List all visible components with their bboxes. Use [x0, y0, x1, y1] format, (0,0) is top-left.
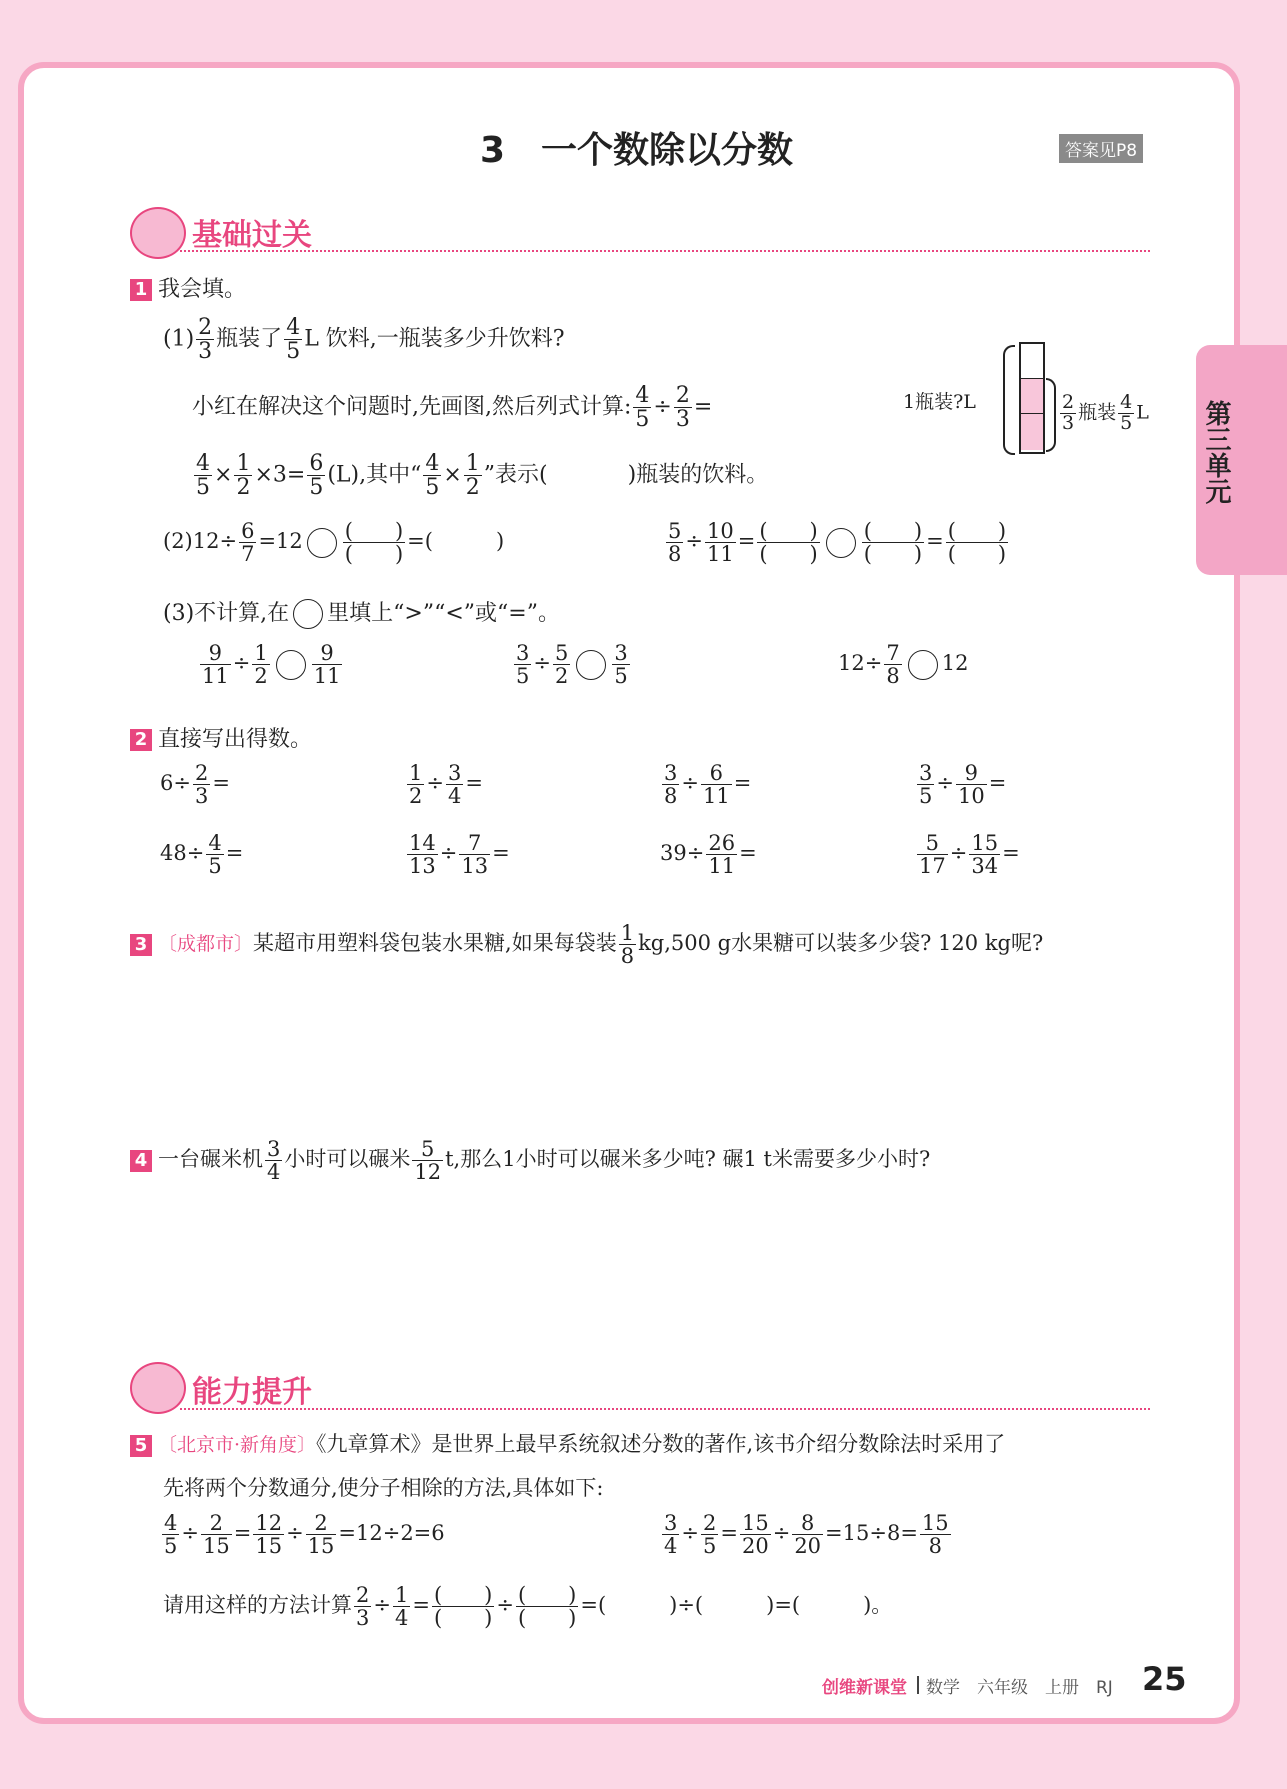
fraction-part: 2	[409, 784, 423, 809]
fraction-part: 5	[635, 407, 650, 433]
section-mascot-icon	[130, 1362, 186, 1414]
fraction-part: 8	[928, 1534, 942, 1559]
fraction-part: 3	[267, 1137, 281, 1161]
fraction-part: 20	[794, 1534, 822, 1559]
question-number: 1	[130, 279, 152, 301]
fraction	[917, 762, 934, 807]
text-segment: 瓶装了	[216, 326, 283, 352]
fraction-part: 7	[886, 641, 900, 665]
fraction-part: 4	[447, 784, 462, 809]
text-segment: =	[926, 529, 944, 554]
blank-fraction[interactable]	[757, 520, 819, 565]
fraction-part: ( )	[433, 1583, 493, 1607]
fraction-part: 11	[708, 854, 736, 879]
question-1-heading	[130, 272, 246, 303]
text-segment: 小时可以碾米	[284, 1147, 411, 1172]
fraction-part: 15	[971, 831, 999, 855]
q5-task	[163, 1584, 892, 1629]
fraction-part: 5	[164, 1534, 178, 1559]
fraction	[884, 642, 901, 687]
fraction-part: 15	[741, 1511, 769, 1535]
section-title-advanced: 能力提升	[192, 1375, 312, 1410]
fraction	[307, 452, 325, 499]
fraction-part: 5	[309, 475, 324, 501]
fraction-part: 2	[198, 315, 213, 340]
fraction-part: 2	[194, 761, 209, 785]
text-segment: L 饮料,一瓶装多少升饮料?	[304, 326, 565, 352]
text-segment: ÷	[681, 771, 699, 796]
text-segment: 12	[941, 651, 969, 676]
fraction	[792, 1512, 823, 1557]
section-title-basic: 基础过关	[192, 218, 312, 253]
fraction-part: 3	[194, 784, 209, 809]
q1-part1-line2	[192, 384, 712, 431]
fraction-part: 2	[1062, 391, 1075, 413]
fraction	[194, 452, 212, 499]
q2-item[interactable]	[160, 762, 230, 807]
fraction-part: 5	[1120, 411, 1133, 434]
fraction	[514, 642, 531, 687]
text-segment: =( )	[407, 529, 505, 554]
compare-item-2	[512, 642, 632, 687]
fraction-part: ( )	[947, 519, 1007, 543]
fraction-part: 8	[792, 1512, 823, 1535]
fraction	[969, 832, 1000, 877]
compare-circle[interactable]	[276, 650, 306, 680]
fraction-part: 3	[664, 761, 678, 785]
compare-circle[interactable]	[307, 528, 337, 558]
question-text: 我会填。	[158, 277, 247, 302]
text-segment: (1)	[163, 326, 195, 352]
fraction-part: 3	[356, 1606, 370, 1631]
fraction	[412, 1138, 443, 1183]
fraction-part: 6	[309, 451, 324, 476]
fraction-part: 4	[425, 451, 440, 476]
text-segment: 瓶装	[1078, 401, 1117, 424]
text-segment: 48÷	[160, 841, 205, 866]
compare-item-3	[838, 642, 968, 687]
fraction-part: ( )	[947, 542, 1007, 567]
fraction	[206, 832, 223, 877]
fraction-part: ( )	[433, 1606, 493, 1631]
text-segment: =12	[258, 529, 303, 554]
text-segment: (3)不计算,在	[163, 601, 290, 626]
fraction	[253, 1512, 284, 1557]
fraction	[459, 832, 490, 877]
unit-side-tab-label: 第三单元	[1201, 400, 1231, 504]
fraction	[917, 832, 948, 877]
fraction-part: 8	[620, 944, 635, 969]
fraction-part: 2	[675, 383, 690, 408]
text-segment: =	[737, 529, 756, 554]
footer-info: 数学 六年级 上册 RJ	[926, 1678, 1113, 1698]
fraction-part: 1	[465, 451, 480, 476]
fraction-part: 1	[236, 451, 251, 476]
fraction	[265, 1138, 282, 1183]
fraction-part: 15	[921, 1511, 949, 1535]
q2-item[interactable]	[660, 762, 751, 807]
region-tag: 〔北京市·新角度〕	[158, 1434, 317, 1456]
fraction-part: 9	[200, 642, 231, 665]
text-segment: =	[233, 1521, 252, 1546]
bottle-diagram	[1019, 342, 1045, 454]
q1-part2-right	[664, 520, 1010, 565]
fraction-part: 4	[196, 451, 210, 476]
fraction-part: 2	[465, 475, 480, 501]
fraction-part: 2	[356, 1583, 370, 1607]
fraction	[252, 642, 269, 687]
fraction	[196, 316, 214, 363]
fraction-part: ( )	[517, 1606, 577, 1631]
text-segment: ×3=	[254, 462, 306, 488]
compare-item-1	[198, 642, 344, 687]
figure-right-label	[1058, 393, 1149, 434]
fraction-part: 20	[741, 1534, 769, 1559]
fraction-part: 7	[241, 542, 255, 567]
text-segment: 直接写出得数。	[158, 727, 313, 752]
text-segment: ×	[443, 462, 462, 488]
text-segment: ×	[214, 462, 233, 488]
fraction-part: 5	[917, 832, 948, 855]
text-segment: ÷	[439, 841, 458, 866]
text-segment: =	[225, 841, 244, 866]
fraction-part: ( )	[344, 542, 404, 567]
fraction-part: 1	[254, 641, 268, 665]
fraction-part: 3	[198, 339, 213, 365]
fraction-part: 4	[664, 1534, 678, 1559]
fraction	[239, 520, 256, 565]
text-segment: ÷	[232, 651, 251, 676]
fraction	[306, 1512, 337, 1557]
text-segment: 某超市用塑料袋包装水果糖,如果每袋装	[253, 931, 617, 956]
fraction	[162, 1512, 179, 1557]
fraction	[407, 762, 424, 807]
fraction-part: 13	[409, 854, 436, 879]
text-segment: 《九章算术》是世界上最早系统叙述分数的著作,该书介绍分数除法时采用了	[316, 1432, 1006, 1456]
fraction	[619, 922, 636, 967]
question-5-line1	[130, 1428, 1005, 1458]
figure-right-brace	[1046, 378, 1056, 452]
fraction-part: ( )	[517, 1583, 577, 1607]
fraction	[464, 452, 482, 499]
section-mascot-icon	[130, 207, 186, 259]
fraction-part: ( )	[863, 519, 923, 543]
fraction-part: 5	[702, 1534, 717, 1559]
fraction-part: 2	[306, 1512, 337, 1535]
fraction-part: 15	[202, 1534, 230, 1559]
text-segment: t,那么1小时可以碾米多少吨? 碾1 t米需要多少小时?	[445, 1147, 931, 1172]
text-segment: =	[988, 771, 1007, 796]
fraction	[193, 762, 210, 807]
fraction-part: 4	[394, 1606, 409, 1631]
question-number: 3	[130, 934, 152, 956]
fraction-part: 5	[412, 1138, 443, 1161]
text-segment: ÷	[685, 529, 703, 554]
circle-symbol	[293, 599, 323, 629]
fraction-part: ( )	[759, 542, 818, 567]
fraction-part: ( )	[759, 519, 818, 543]
text-segment: =12÷2=6	[338, 1521, 445, 1546]
text-segment: =	[465, 771, 483, 796]
question-number: 4	[130, 1150, 152, 1172]
fraction-part: 5	[668, 519, 682, 543]
section-divider	[180, 250, 1150, 252]
fraction-part: 4	[164, 1511, 178, 1535]
text-segment: 里填上“>”“<”或“=”。	[327, 601, 560, 626]
text-segment: =	[1002, 841, 1020, 866]
q5-example-1	[160, 1512, 445, 1557]
fraction-part: 12	[255, 1511, 283, 1535]
fraction-part: 3	[675, 407, 690, 433]
q2-item[interactable]	[915, 832, 1020, 877]
q2-item[interactable]	[405, 832, 510, 877]
fraction	[354, 1584, 371, 1629]
fraction-part: 2	[201, 1512, 232, 1535]
fraction-part: 5	[286, 339, 301, 365]
fraction	[423, 452, 441, 499]
fraction-part: 13	[461, 854, 489, 879]
fraction-part: 11	[702, 784, 730, 809]
fraction-part: 2	[254, 664, 268, 689]
fraction-part: 6	[241, 519, 255, 543]
text-segment: ÷	[286, 1521, 304, 1546]
fraction-part: 8	[886, 664, 900, 689]
blank-fraction[interactable]	[946, 520, 1008, 565]
fraction-part: 3	[447, 761, 462, 785]
fraction-part: 5	[516, 664, 530, 689]
fraction	[612, 642, 629, 687]
footer-separator	[917, 1676, 919, 1694]
fraction-part: 2	[554, 664, 569, 689]
text-segment: ÷	[681, 1521, 699, 1546]
fraction-part: 1	[394, 1583, 409, 1607]
fraction	[706, 832, 737, 877]
fraction-part: 5	[196, 475, 210, 501]
compare-circle[interactable]	[826, 528, 856, 558]
text-segment: )瓶装的饮料。	[627, 462, 769, 488]
text-segment: =	[412, 1593, 430, 1618]
text-segment: =	[212, 771, 230, 796]
fraction-part: 4	[267, 1160, 281, 1185]
q1-part1-line1	[163, 316, 565, 363]
fraction-part: 3	[516, 641, 530, 665]
fraction	[200, 642, 231, 687]
q2-item[interactable]	[160, 832, 243, 877]
fraction	[446, 762, 463, 807]
fraction	[201, 1512, 232, 1557]
q1-part1-line3	[192, 452, 768, 499]
fraction-part: 8	[664, 784, 678, 809]
text-segment: ÷	[772, 1521, 791, 1546]
text-segment: ÷	[936, 771, 954, 796]
fraction-part: 4	[635, 383, 650, 408]
fraction-part: 9	[312, 642, 343, 665]
q1-part3-text	[163, 596, 560, 629]
fraction-part: 1	[409, 761, 423, 785]
text-segment: ÷	[181, 1521, 199, 1546]
text-segment: =	[720, 1521, 738, 1546]
fraction-part: ( )	[344, 519, 404, 543]
text-segment: =	[739, 841, 757, 866]
fraction	[920, 1512, 951, 1557]
fraction	[284, 316, 302, 363]
fraction-part: 10	[957, 784, 985, 809]
fraction-part: 5	[614, 664, 628, 689]
question-4	[130, 1138, 930, 1183]
fraction-part: 7	[459, 832, 490, 855]
fraction-part: 12	[414, 1160, 442, 1185]
compare-circle[interactable]	[576, 650, 606, 680]
answer-reference: 答案见P8	[1059, 134, 1143, 163]
fraction-part: 11	[706, 542, 734, 567]
text-segment: kg,500 g水果糖可以装多少袋? 120 kg呢?	[638, 931, 1044, 956]
fraction-part: 5	[554, 641, 569, 665]
fraction	[407, 832, 438, 877]
q2-item[interactable]	[405, 762, 483, 807]
fraction-part: 4	[286, 315, 301, 340]
text-segment: (2)12÷	[163, 529, 238, 554]
fraction-part: 3	[919, 761, 933, 785]
fraction-part: 11	[202, 664, 229, 689]
blank-fraction[interactable]	[343, 520, 405, 565]
fraction-part: 5	[208, 854, 222, 879]
text-segment: =	[492, 841, 510, 866]
text-segment: 请用这样的方法计算	[163, 1593, 352, 1618]
question-number: 2	[130, 729, 152, 751]
blank-fraction[interactable]	[516, 1584, 578, 1629]
q2-item[interactable]	[915, 762, 1006, 807]
fraction-part: 11	[313, 664, 341, 689]
text-segment: 一台碾米机	[158, 1147, 263, 1172]
fraction	[956, 762, 987, 807]
text-segment: =15÷8=	[825, 1521, 918, 1546]
text-segment: 39÷	[660, 841, 705, 866]
fraction	[662, 1512, 679, 1557]
question-5-line2: 先将两个分数通分,使分子相除的方法,具体如下:	[163, 1476, 604, 1500]
q2-item[interactable]	[660, 832, 757, 877]
question-3	[130, 922, 1043, 967]
text-segment: ÷	[653, 394, 672, 420]
fraction	[662, 762, 679, 807]
text-segment: ÷	[533, 651, 551, 676]
fraction-part: 15	[255, 1534, 283, 1559]
text-segment: =	[693, 394, 713, 420]
fraction-part: 3	[1062, 411, 1075, 434]
text-segment: =( )÷( )=( )。	[580, 1593, 893, 1618]
fraction-part: 2	[702, 1511, 717, 1535]
blank-fraction[interactable]	[432, 1584, 494, 1629]
fraction-part: 5	[919, 784, 933, 809]
q1-part2-left	[163, 520, 504, 565]
text-segment: ÷	[949, 841, 968, 866]
fraction-part: 9	[956, 762, 987, 785]
text-segment: 6÷	[160, 771, 191, 796]
fraction	[701, 762, 732, 807]
fraction-part: 6	[701, 762, 732, 785]
region-tag: 〔成都市〕	[158, 933, 254, 956]
text-segment: =	[733, 771, 752, 796]
page-title: 3 一个数除以分数	[480, 130, 794, 171]
footer-brand: 创维新课堂	[822, 1678, 907, 1698]
fraction	[740, 1512, 771, 1557]
q5-example-2	[660, 1512, 953, 1557]
text-segment: (L),其中“	[327, 462, 422, 488]
fraction-part: 10	[706, 519, 734, 543]
fraction-part: 17	[919, 854, 946, 879]
question-number: 5	[130, 1435, 152, 1457]
text-segment: 12÷	[838, 651, 883, 676]
fraction	[674, 384, 692, 431]
fraction	[393, 1584, 410, 1629]
figure-left-label: 1瓶装?L	[903, 391, 976, 413]
fraction	[666, 520, 683, 565]
fraction-part: 14	[409, 831, 436, 855]
figure-left-brace	[1003, 345, 1015, 455]
fraction	[1060, 393, 1076, 434]
fraction-part: 8	[668, 542, 682, 567]
fraction	[1118, 393, 1134, 434]
fraction	[705, 520, 736, 565]
text-segment: L	[1136, 401, 1149, 424]
compare-circle[interactable]	[908, 650, 938, 680]
text-segment: ÷	[496, 1593, 514, 1618]
fraction-part: 3	[614, 641, 628, 665]
fraction	[234, 452, 252, 499]
fraction-part: 4	[1120, 391, 1133, 413]
text-segment: ÷	[426, 771, 444, 796]
text-segment: ÷	[373, 1593, 391, 1618]
fraction	[633, 384, 651, 431]
fraction-part: 5	[425, 475, 440, 501]
fraction-part: 3	[664, 1511, 678, 1535]
text-segment: 小红在解决这个问题时,先画图,然后列式计算:	[192, 394, 632, 420]
fraction-part: 34	[971, 854, 999, 879]
fraction-part: 1	[620, 921, 635, 945]
fraction-part: 4	[208, 831, 222, 855]
fraction-part: 15	[307, 1534, 335, 1559]
fraction-part: ( )	[863, 542, 923, 567]
fraction	[701, 1512, 718, 1557]
fraction	[553, 642, 570, 687]
fraction-part: 2	[236, 475, 251, 501]
blank-fraction[interactable]	[862, 520, 924, 565]
question-2-heading	[130, 722, 312, 753]
text-segment: ”表示(	[483, 462, 548, 488]
fraction-part: 26	[708, 831, 736, 855]
fraction	[312, 642, 343, 687]
section-divider	[180, 1408, 1150, 1410]
page-number: 25	[1142, 1660, 1187, 1698]
